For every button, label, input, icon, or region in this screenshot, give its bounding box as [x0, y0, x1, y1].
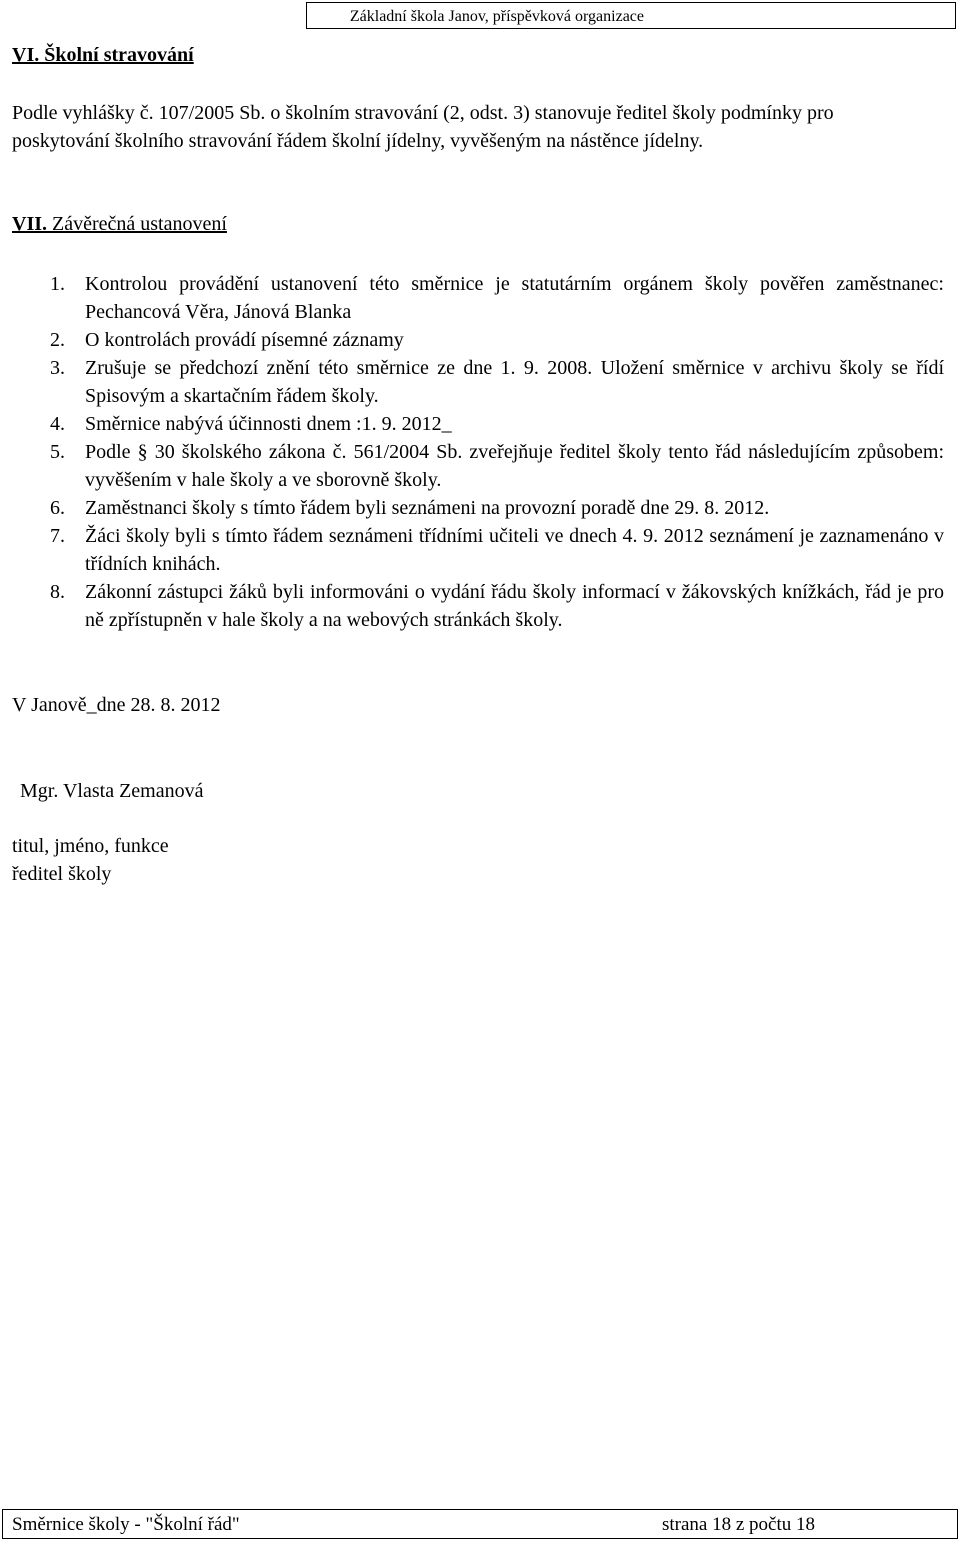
list-item-text: Kontrolou provádění ustanovení této směrnice je statutárním orgánem školy pověřen zaměstnanec: Pechancová Věra, Jánová Blanka — [85, 273, 944, 323]
header-school-name: Základní škola Janov, příspěvková organizace — [349, 8, 644, 25]
list-item-number: 8. — [50, 581, 65, 603]
section-7-heading-text: Závěrečná ustanovení — [47, 213, 227, 235]
section-6-paragraph: Podle vyhlášky č. 107/2005 Sb. o školním stravování (2, odst. 3) stanovuje ředitel školy podmínky pro poskytování školního stravování řádem školní jídelny, vyvěšeným na nástěnce jídelny. — [12, 102, 834, 152]
page-header — [306, 2, 956, 29]
list-item-text: Zrušuje se předchozí znění této směrnice ze dne 1. 9. 2008. Uložení směrnice v archivu školy se řídí Spisovým a skartačním řádem školy. — [85, 357, 944, 407]
list-item-number: 3. — [50, 357, 65, 379]
list-item-number: 7. — [50, 525, 65, 547]
signatory-role: ředitel školy — [12, 863, 112, 885]
list-item-text: Žáci školy byli s tímto řádem seznámeni třídními učiteli ve dnech 4. 9. 2012 seznámení je zaznamenáno v třídních knihách. — [85, 525, 944, 575]
list-item — [12, 578, 944, 634]
signatory-caption: titul, jméno, funkce — [12, 835, 169, 857]
list-item — [12, 494, 944, 522]
provisions-list — [12, 270, 944, 634]
footer-page-number: strana 18 z počtu 18 — [662, 1514, 816, 1535]
list-item-number: 2. — [50, 329, 65, 351]
list-item-text: Zaměstnanci školy s tímto řádem byli seznámeni na provozní poradě dne 29. 8. 2012. — [85, 497, 770, 519]
list-item-number: 4. — [50, 413, 65, 435]
list-item — [12, 354, 944, 410]
list-item — [12, 270, 944, 326]
section-6-title: VI. Školní stravování — [12, 44, 194, 66]
signatory-name: Mgr. Vlasta Zemanová — [20, 780, 204, 802]
list-item-number: 5. — [50, 441, 65, 463]
list-item — [12, 326, 944, 354]
section-7-number: VII. — [12, 213, 48, 235]
list-item-number: 1. — [50, 273, 65, 295]
list-item-number: 6. — [50, 497, 65, 519]
page-footer — [2, 1509, 958, 1539]
list-item-text: O kontrolách provádí písemné záznamy — [85, 329, 404, 351]
list-item-text: Zákonní zástupci žáků byli informováni o vydání řádu školy informací v žákovských knížkách, řád je pro ně zpřístupněn v hale školy a na webových stránkách školy. — [85, 581, 944, 631]
list-item-text: Směrnice nabývá účinnosti dnem :1. 9. 2012_ — [85, 413, 452, 435]
footer-document-name: Směrnice školy - "Školní řád" — [12, 1514, 240, 1535]
list-item — [12, 410, 944, 438]
list-item-text: Podle § 30 školského zákona č. 561/2004 Sb. zveřejňuje ředitel školy tento řád následujícím způsobem: vyvěšením v hale školy a ve sborovně školy. — [85, 441, 944, 491]
section-7-title — [12, 213, 227, 236]
list-item — [12, 522, 944, 578]
list-item — [12, 438, 944, 494]
place-and-date: V Janově_dne 28. 8. 2012 — [12, 694, 221, 716]
